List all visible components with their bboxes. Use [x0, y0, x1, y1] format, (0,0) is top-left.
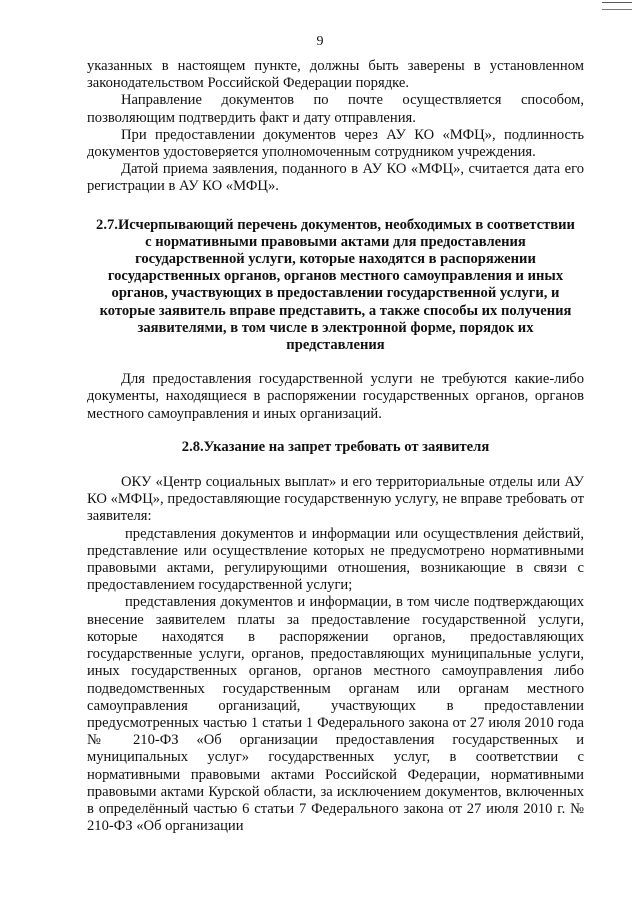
section-2-7-body: Для предоставления государственной услуги не требуются какие-либо документы, находящиеся в распоряжении государственных органов, органов местного самоуправления и иных организаций. — [87, 371, 584, 422]
page-number: 9 — [316, 34, 324, 49]
document-body — [87, 58, 584, 835]
section-2-7-heading: 2.7.Исчерпывающий перечень документов, необходимых в соответствии с нормативными правовыми актами для предоставления государственной услуги, которые находятся в распоряжении государственных органов, органов местного самоуправления и иных органов, участвующих в предоставлении государственной услуги, и которые заявитель вправе представить, а также способы их получения заявителями, в том числе в электронной форме, порядок их представления — [96, 216, 575, 354]
corner-scan-mark — [602, 2, 632, 10]
section-2-8-intro: ОКУ «Центр социальных выплат» и его территориальные отделы или АУ КО «МФЦ», предоставляющие государственную услугу, не вправе требовать от заявителя: — [87, 474, 584, 525]
paragraph-mfc-authenticity: При предоставлении документов через АУ КО «МФЦ», подлинность документов удостоверяется уполномоченным сотрудником учреждения. — [87, 126, 584, 161]
paragraph-mail-delivery: Направление документов по почте осуществляется способом, позволяющим подтвердить факт и дату отправления. — [87, 92, 584, 126]
paragraph-registration-date: Датой приема заявления, поданного в АУ КО «МФЦ», считается дата его регистрации в АУ КО «МФЦ». — [87, 161, 584, 195]
section-2-8-heading: 2.8.Указание на запрет требовать от заявителя — [181, 438, 490, 455]
list-item: представления документов и информации, в том числе подтверждающих внесение заявителем платы за предоставление государственной услуги, которые находятся в распоряжении органов, предоставляющих государственные услуги, органов, предоставляющих муниципальные услуги, иных государственных органов, органов местного самоуправления либо подведомственных государственным органам или органам местного самоуправления организаций, участвующих в предоставлении предусмотренных частью 1 статьи 1 Федерального закона от 27 июля 2010 года № 210-ФЗ «Об организации предоставления государственных и муниципальных услуг» государственных услуг, в соответствии с нормативными правовыми актами Российской Федерации, нормативными правовыми актами Курской области, за исключением документов, включенных в определённый частью 6 статьи 7 Федерального закона от 27 июля 2010 г. № 210-ФЗ «Об организации — [87, 594, 584, 835]
list-item: представления документов и информации или осуществления действий, представление или осуществление которых не предусмотрено нормативными правовыми актами, регулирующими отношения, возникающие в связи с предоставлением государственной услуги; — [87, 525, 584, 594]
paragraph-continuation: указанных в настоящем пункте, должны быть заверены в установленном законодательством Российской Федерации порядке. — [87, 58, 584, 92]
